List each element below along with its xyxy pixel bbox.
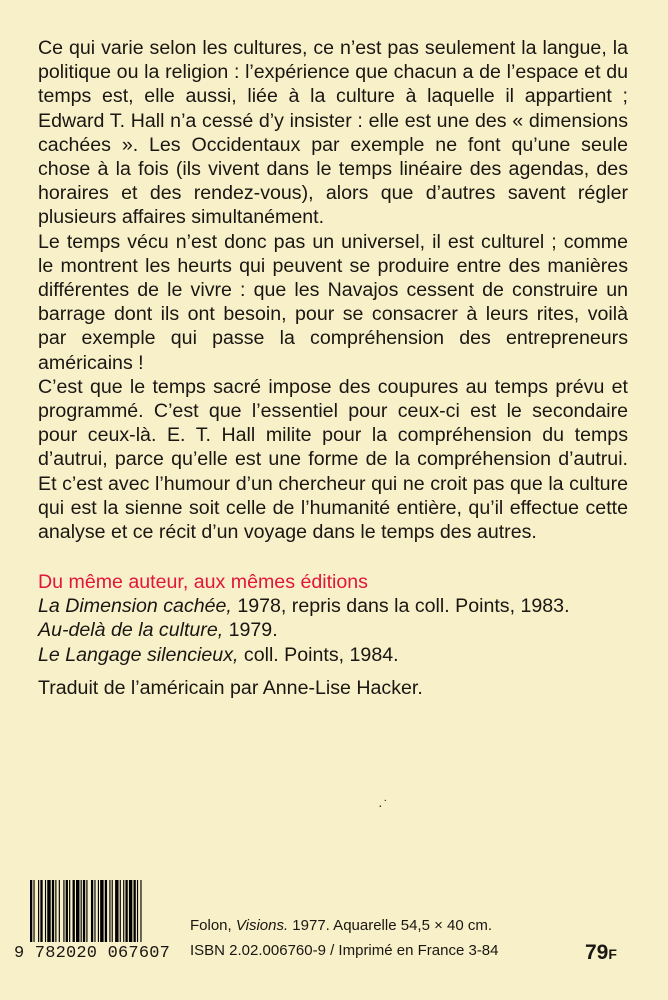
illustration-credit <box>190 913 499 938</box>
book-entry <box>38 594 638 618</box>
barcode-bar <box>47 880 50 942</box>
illustration-work: Visions. <box>235 917 289 934</box>
back-cover-blurb <box>38 36 628 544</box>
barcode-bar <box>33 880 34 942</box>
barcode-bar <box>91 880 93 942</box>
barcode-bar <box>76 880 79 942</box>
barcode-bar <box>55 880 56 942</box>
barcode-bar <box>38 880 39 942</box>
book-entry <box>38 618 638 642</box>
blurb-paragraph: C’est que le temps sacré impose des coupures au temps prévu et programmé. C’est que l’essentiel pour ceux-ci est le secondaire pour ceux-là. E. T. Hall milite pour la compréhension du temps d’autrui, parce qu’elle est une forme de la compréhension d’autrui. Et c’est avec l’humour d’un chercheur qui ne croit pas que la culture qui est la sienne soit celle de l’humanité entière, qu’il effectue cette analyse et ce récit d’un voyage dans le temps des autres. <box>38 375 628 544</box>
barcode-bar <box>66 880 68 942</box>
illustration-artist: Folon, <box>190 917 232 934</box>
barcode-bar <box>100 880 103 942</box>
barcode-bar <box>134 880 136 942</box>
book-details: 1979. <box>223 619 278 642</box>
book-details: coll. Points, 1984. <box>238 643 399 666</box>
barcode-bar <box>98 880 99 942</box>
barcode-bar <box>30 880 32 942</box>
blurb-paragraph: Ce qui varie selon les cultures, ce n’est pas seulement la langue, la politique ou la religion : l’expérience que chacun a de l’espace et du temps est, elle aussi, liée à la culture à laquelle il appartient ; Edward T. Hall n’a cessé d’y insister : elle est une des « dimensions cachées ». Les Occidentaux par exemple ne font qu’une seule chose à la fois (ils vivent dans le temps linéaire des agendas, des horaires et des rendez-vous), alors que d’autres savent régler plusieurs affaires simultanément. <box>38 37 628 229</box>
book-title: La Dimension cachée, <box>38 595 232 618</box>
barcode-bar <box>45 880 46 942</box>
barcode-bar <box>52 880 54 942</box>
book-title: Le Langage silencieux, <box>38 643 239 666</box>
barcode-bar <box>105 880 107 942</box>
barcode-bar <box>123 880 124 942</box>
barcode-bar <box>120 880 121 942</box>
barcode-bar <box>115 880 118 942</box>
price-unit: F <box>608 946 617 962</box>
barcode-digits: 9 782020 067607 <box>14 944 171 963</box>
barcode-bar <box>81 880 82 942</box>
same-author-heading: Du même auteur, aux mêmes éditions <box>38 571 368 593</box>
barcode-bar <box>140 880 141 942</box>
book-details: 1978, repris dans la coll. Points, 1983. <box>231 595 570 618</box>
price <box>585 941 617 965</box>
barcode-bar <box>137 880 138 942</box>
barcode-bar <box>69 880 70 942</box>
barcode-bar <box>129 880 132 942</box>
blurb-paragraph: Le temps vécu n’est donc pas un universel, il est culturel ; comme le montrent les heurts qui peuvent se produire entre des manières différentes de le vivre : que les Navajos cessent de construire un barrage dont ils ont besoin, pour se consacrer à leurs rites, voilà par exemple qui passe la compréhension des entrepreneurs américains ! <box>38 230 628 374</box>
isbn-line: ISBN 2.02.006760-9 / Imprimé en France 3-84 <box>190 942 499 959</box>
barcode-bar <box>83 880 85 942</box>
barcode-bar <box>109 880 110 942</box>
barcode-bar <box>40 880 42 942</box>
book-entry <box>38 643 638 667</box>
print-speck: ·˙ <box>378 797 390 813</box>
book-title: Au-delà de la culture, <box>38 619 224 642</box>
price-amount: 79 <box>585 941 609 964</box>
same-author-list <box>38 570 638 667</box>
barcode-bar <box>112 880 113 942</box>
barcode-bar <box>73 880 75 942</box>
barcode-bar <box>86 880 87 942</box>
cover-credits <box>190 913 499 963</box>
barcode-bar <box>94 880 95 942</box>
barcode-bar <box>63 880 64 942</box>
barcode-bar <box>59 880 60 942</box>
illustration-details: 1977. Aquarelle 54,5 × 40 cm. <box>288 917 493 934</box>
barcode-bar <box>125 880 127 942</box>
translator-credit: Traduit de l’américain par Anne-Lise Hacker. <box>38 677 423 699</box>
